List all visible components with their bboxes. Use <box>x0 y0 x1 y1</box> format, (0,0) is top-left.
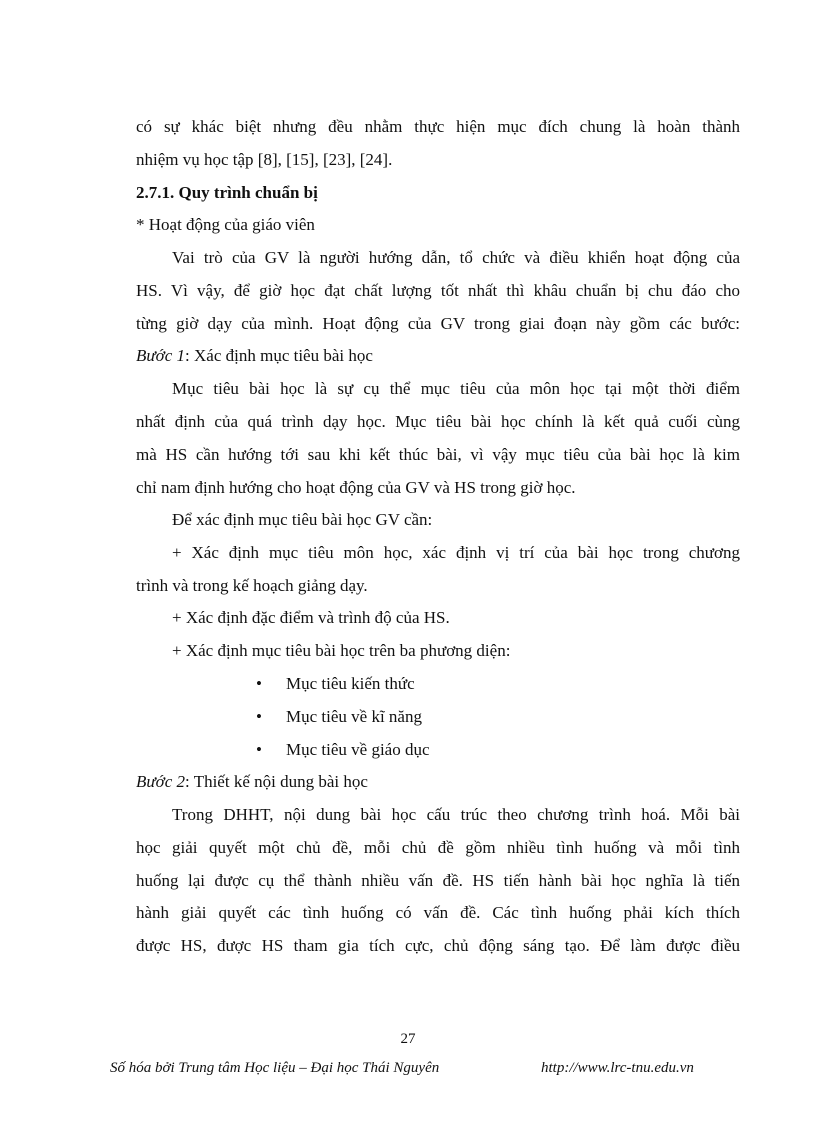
paragraph-line: huống lại được cụ thể thành nhiều vấn đề. HS tiến hành bài học nghĩa là tiến <box>136 871 740 890</box>
bullet-icon: • <box>256 674 262 693</box>
bullet-item: Mục tiêu kiến thức <box>286 674 415 693</box>
bullet-item: Mục tiêu về giáo dục <box>286 740 430 759</box>
paragraph-line: HS. Vì vậy, để giờ học đạt chất lượng tốt nhất thì khâu chuẩn bị chu đáo cho <box>136 281 740 300</box>
paragraph-line: mà HS cần hướng tới sau khi kết thúc bài, vì vậy mục tiêu của bài học là kim <box>136 445 740 464</box>
paragraph-line: Mục tiêu bài học là sự cụ thể mục tiêu của môn học tại một thời điểm <box>172 379 740 398</box>
step-2-text: : Thiết kế nội dung bài học <box>185 772 368 791</box>
paragraph-line: nhất định của quá trình dạy học. Mục tiêu bài học chính là kết quả cuối cùng <box>136 412 740 431</box>
bullet-item: Mục tiêu về kĩ năng <box>286 707 422 726</box>
step-1-text: : Xác định mục tiêu bài học <box>185 346 373 365</box>
footer-source: Số hóa bởi Trung tâm Học liệu – Đại học Thái Nguyên <box>110 1060 440 1076</box>
sub-heading: * Hoạt động của giáo viên <box>136 215 315 234</box>
body-line: có sự khác biệt nhưng đều nhằm thực hiện mục đích chung là hoàn thành <box>136 117 740 136</box>
page-number: 27 <box>400 1031 416 1047</box>
paragraph-line: hành giải quyết các tình huống có vấn đề. Các tình huống phải kích thích <box>136 903 740 922</box>
paragraph-line: được HS, được HS tham gia tích cực, chủ động sáng tạo. Để làm được điều <box>136 936 740 955</box>
paragraph-line: Để xác định mục tiêu bài học GV cần: <box>172 510 433 529</box>
list-item-line: + Xác định mục tiêu môn học, xác định vị trí của bài học trong chương <box>172 543 740 562</box>
list-item-line: trình và trong kế hoạch giảng dạy. <box>136 576 368 595</box>
bullet-icon: • <box>256 707 262 726</box>
list-item-line: + Xác định đặc điểm và trình độ của HS. <box>172 608 450 627</box>
paragraph-line: Vai trò của GV là người hướng dẫn, tổ chức và điều khiển hoạt động của <box>172 248 740 267</box>
paragraph-line: chỉ nam định hướng cho hoạt động của GV và HS trong giờ học. <box>136 478 576 497</box>
footer-url: http://www.lrc-tnu.edu.vn <box>541 1060 694 1076</box>
step-2-line <box>136 770 740 794</box>
paragraph-line: từng giờ dạy của mình. Hoạt động của GV trong giai đoạn này gồm các bước: <box>136 314 740 333</box>
body-line: nhiệm vụ học tập [8], [15], [23], [24]. <box>136 150 393 169</box>
list-item-line: + Xác định mục tiêu bài học trên ba phương diện: <box>172 641 511 660</box>
paragraph-line: Trong DHHT, nội dung bài học cấu trúc theo chương trình hoá. Mỗi bài <box>172 805 740 824</box>
step-2-label: Bước 2 <box>136 772 186 791</box>
step-1-line <box>136 344 740 368</box>
paragraph-line: học giải quyết một chủ đề, mỗi chủ đề gồm nhiều tình huống và mỗi tình <box>136 838 740 857</box>
bullet-icon: • <box>256 740 262 759</box>
step-1-label: Bước 1 <box>136 346 186 365</box>
section-heading: 2.7.1. Quy trình chuẩn bị <box>136 183 318 202</box>
